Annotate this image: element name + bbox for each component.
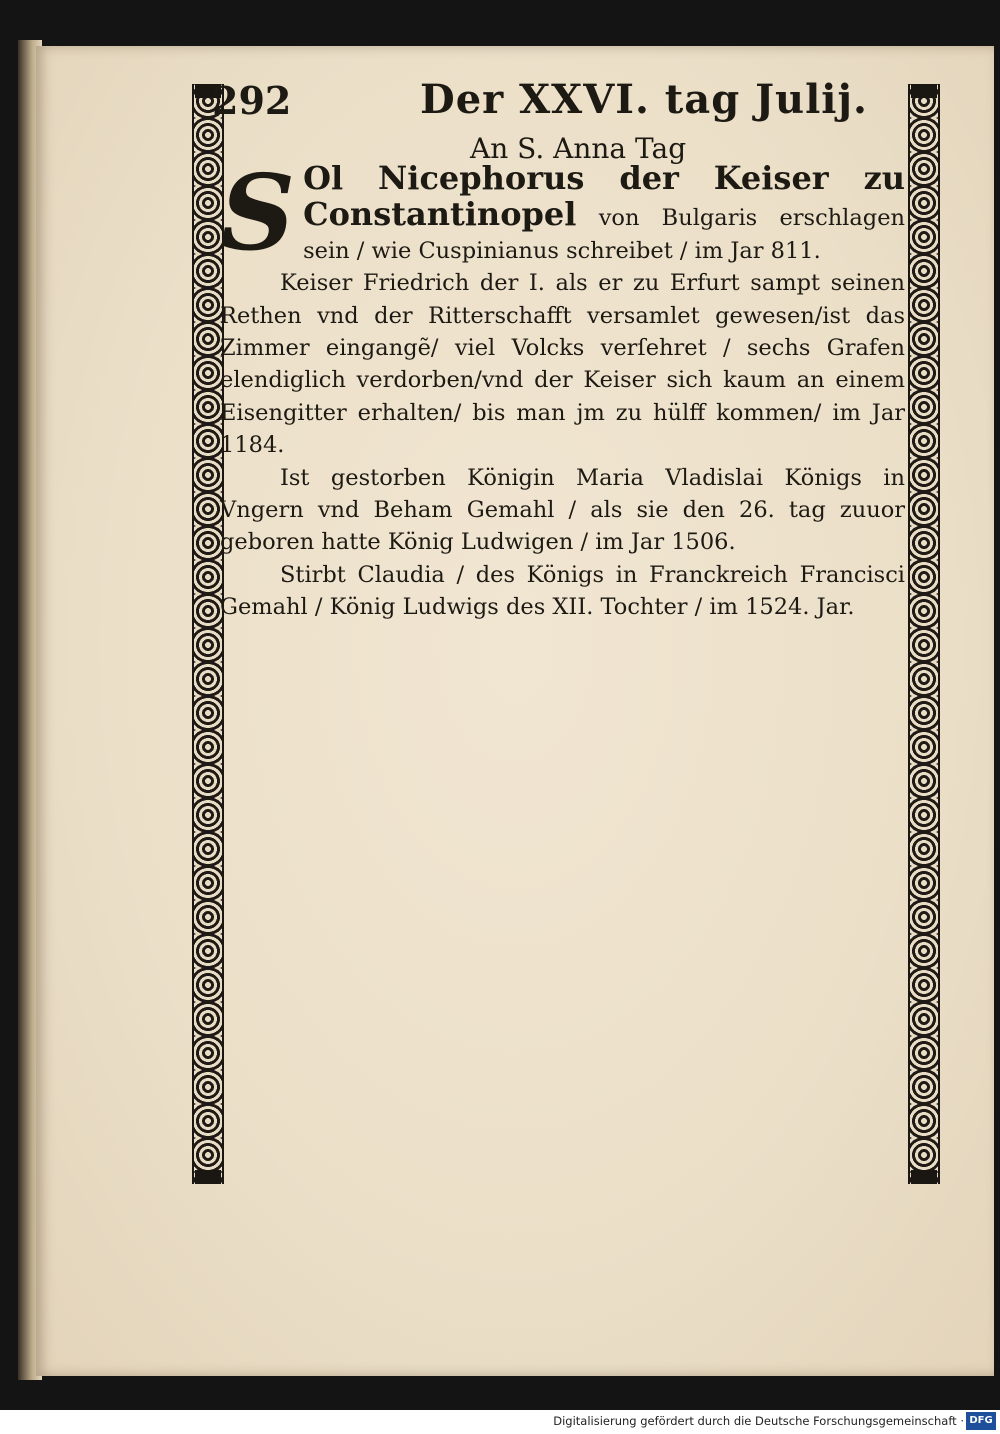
ornamental-border-right <box>908 84 940 1184</box>
running-head: Der XXVI. tag Julij. <box>420 76 868 123</box>
paragraph-4: Stirbt Claudia / des Königs in Franckreich Francisci Gemahl / König Ludwigs des XII. Tochter / im 1524. Jar. <box>220 561 905 621</box>
footer-credit: Digitalisierung gefördert durch die Deutsche Forschungsgemeinschaft · <box>553 1414 964 1428</box>
border-cap-bottom <box>195 1170 221 1184</box>
section-subhead: An S. Anna Tag <box>470 132 687 165</box>
paragraph-1-first-line: Ol Nicephorus der Keiser zu Constantinopel <box>303 159 905 234</box>
border-cap-bottom <box>911 1170 937 1184</box>
body-text <box>220 151 906 624</box>
paragraph-3: Ist gestorben Königin Maria Vladislai Königs in Vngern vnd Beham Gemahl / als sie den 26. tag zuuor geboren hatte König Ludwigen / im Jar 1506. <box>220 464 905 556</box>
border-cap-top <box>911 84 937 98</box>
paragraph-1-rest: von Bulgaris erschlagen sein / wie Cuspinianus schreibet / im Jar 811. <box>303 205 906 264</box>
drop-cap: S <box>220 151 296 274</box>
page-number: 292 <box>212 78 292 123</box>
dfg-logo: DFG <box>966 1412 996 1430</box>
paragraph-2: Keiser Friedrich der I. als er zu Erfurt sampt seinen Rethen vnd der Ritterschafft versamlet gewesen/ist das Zimmer eingangẽ/ viel Volcks verſehret / sechs Grafen elendiglich verdorben/vnd der Keiser sich kaum an einem Eisengitter erhalten/ bis man jm zu hülff kommen/ im Jar 1184. <box>220 270 905 459</box>
paragraph-1 <box>220 151 906 274</box>
